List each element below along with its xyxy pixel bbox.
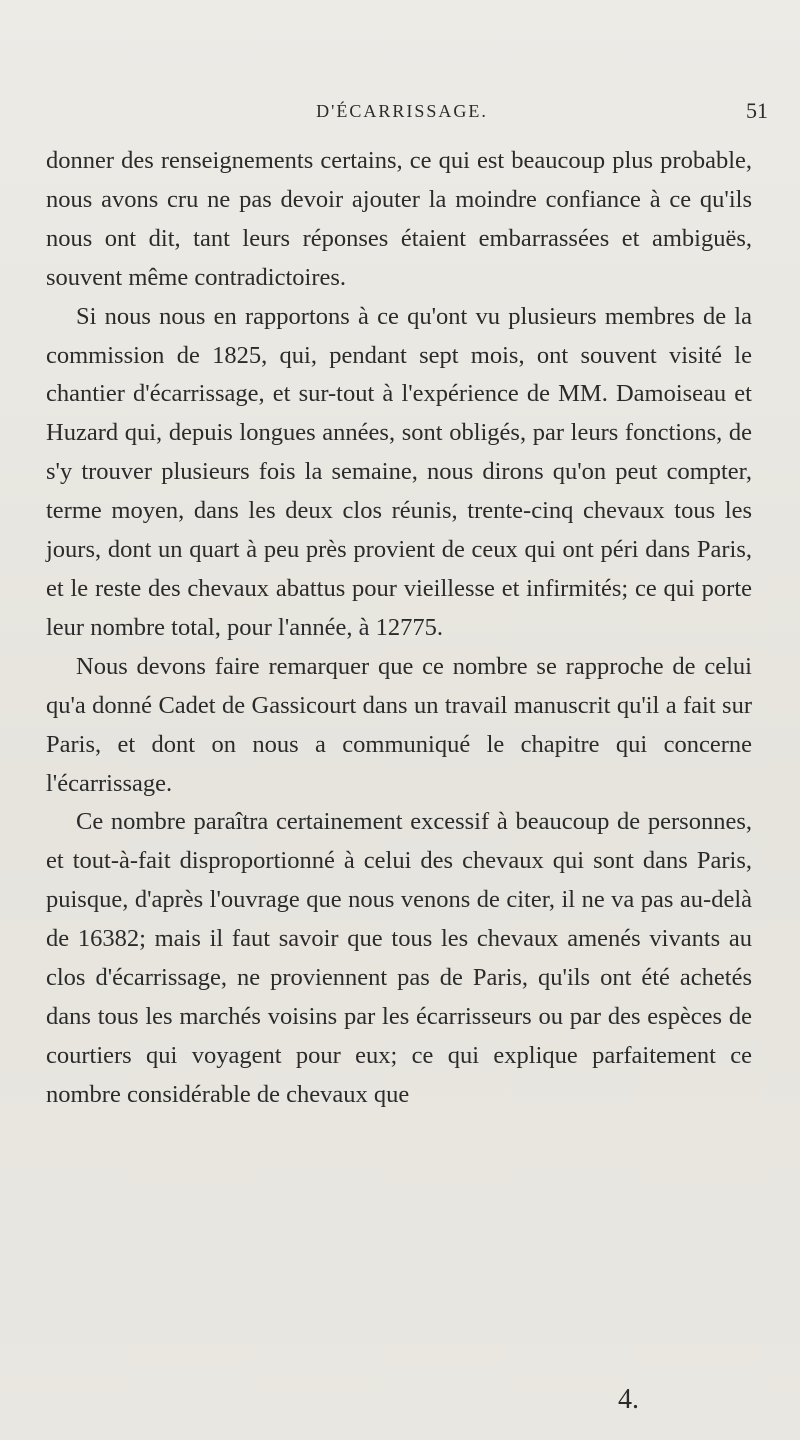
signature-mark: 4.: [618, 1384, 639, 1415]
page-number: 51: [746, 98, 768, 123]
running-head: [44, 96, 768, 126]
paragraph-3: Nous devons faire remarquer que ce nombre se rapproche de celui qu'a donné Cadet de Gassicourt dans un travail manuscrit qu'il a fait sur Paris, et dont on nous a communiqué le chapitre qui concerne l'écarrissage.: [46, 652, 752, 797]
running-title: D'ÉCARRISSAGE.: [316, 101, 488, 121]
paragraph-4: Ce nombre paraîtra certainement excessif à beaucoup de personnes, et tout-à-fait disproportionné à celui des chevaux qui sont dans Paris, puisque, d'après l'ouvrage que nous venons de citer, il ne va pas au-delà de 16382; mais il faut savoir que tous les chevaux amenés vivants au clos d'écarrissage, ne proviennent pas de Paris, qu'ils ont été achetés dans tous les marchés voisins par les écarrisseurs ou par des espèces de courtiers qui voyagent pour eux; ce qui explique parfaitement ce nombre considérable de chevaux que: [46, 808, 752, 1108]
body-text: [46, 142, 752, 1115]
paragraph-2: Si nous nous en rapportons à ce qu'ont vu plusieurs membres de la commission de 1825, qui, pendant sept mois, ont souvent visité le chantier d'écarrissage, et sur-tout à l'expérience de MM. Damoiseau et Huzard qui, depuis longues années, sont obligés, par leurs fonctions, de s'y trouver plusieurs fois la semaine, nous dirons qu'on peut compter, terme moyen, dans les deux clos réunis, trente-cinq chevaux tous les jours, dont un quart à peu près provient de ceux qui ont péri dans Paris, et le reste des chevaux abattus pour vieillesse et infirmités; ce qui porte leur nombre total, pour l'année, à 12775.: [46, 302, 752, 641]
paragraph-1: donner des renseignements certains, ce qui est beaucoup plus probable, nous avons cru ne pas devoir ajouter la moindre confiance à ce qu'ils nous ont dit, tant leurs réponses étaient embarrassées et ambiguës, souvent même contradictoires.: [46, 147, 752, 291]
